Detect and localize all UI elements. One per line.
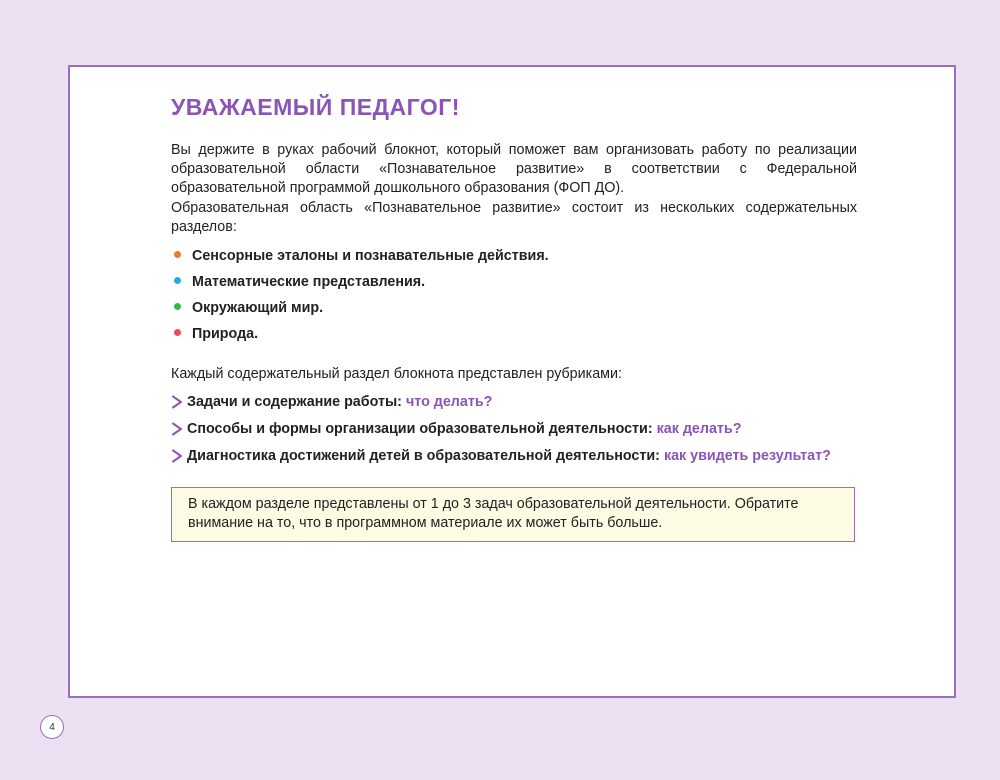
intro-text [171,141,857,237]
rubric-accent: что делать? [405,393,493,410]
sections-list [171,243,857,347]
page-frame [68,65,956,698]
list-item [171,442,857,469]
section-label: Окружающий мир. [192,300,324,317]
intro-paragraph-1: Вы держите в руках рабочий блокнот, который поможет вам организовать работу по реализации образовательной области «Познавательное развитие» в соответствии с Федеральной образовательной программой дошкольного образования (ФОП ДО). [171,142,857,197]
chevron-right-icon [171,422,183,436]
rubric-accent: как делать? [656,420,742,437]
list-item [171,295,857,321]
page-content [171,91,857,542]
page-title: УВАЖАЕМЫЙ ПЕДАГОГ! [171,94,460,120]
rubric-accent: как увидеть результат? [663,447,831,464]
page-number: 4 [40,715,64,739]
section-label: Природа. [192,326,259,343]
rubrics-intro: Каждый содержательный раздел блокнота представлен рубриками: [171,366,622,383]
bullet-dot-icon [174,277,181,284]
rubric-label: Способы и формы организации образовательной деятельности: [187,420,653,437]
list-item [171,243,857,269]
bullet-dot-icon [174,303,181,310]
chevron-right-icon [171,395,183,409]
list-item [171,415,857,442]
intro-paragraph-2: Образовательная область «Познавательное развитие» состоит из нескольких содержательных разделов: [171,199,857,235]
note-box: В каждом разделе представлены от 1 до 3 задач образовательной деятельности. Обратите внимание на то, что в программном материале их может быть больше. [171,487,855,542]
bullet-dot-icon [174,251,181,258]
chevron-right-icon [171,449,183,463]
rubric-label: Задачи и содержание работы: [187,393,402,410]
list-item [171,321,857,347]
rubric-label: Диагностика достижений детей в образовательной деятельности: [187,447,660,464]
section-label: Сенсорные эталоны и познавательные действия. [192,248,549,265]
bullet-dot-icon [174,329,181,336]
rubrics-list [171,388,857,469]
section-label: Математические представления. [192,274,426,291]
list-item [171,269,857,295]
list-item [171,388,857,415]
